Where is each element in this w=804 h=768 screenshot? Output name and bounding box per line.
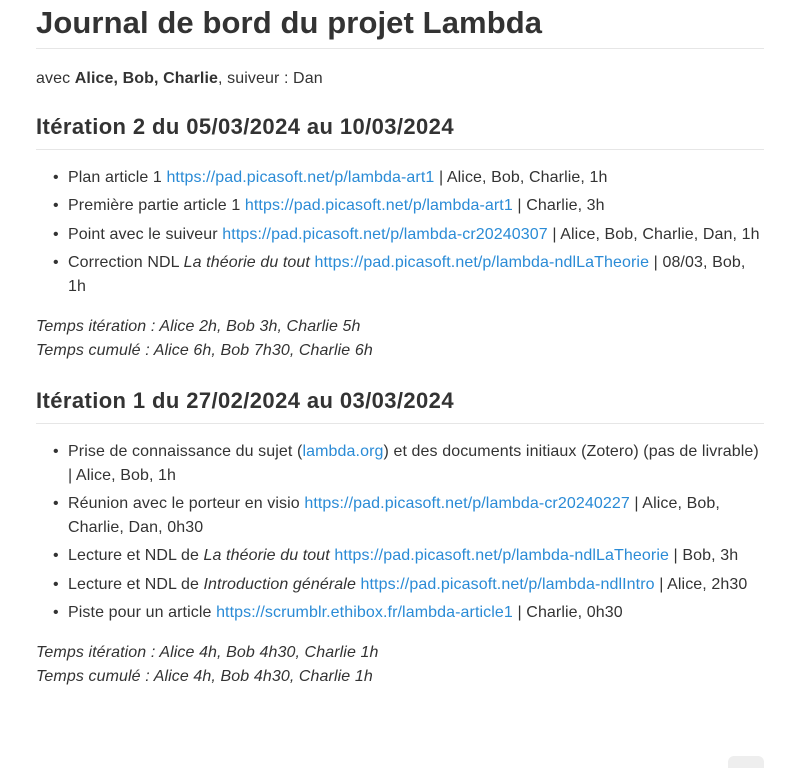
task-item [68, 223, 764, 247]
authors-names: Alice, Bob, Charlie [74, 70, 219, 87]
task-link[interactable]: https://pad.picasoft.net/p/lambda-cr20240227 [304, 494, 630, 512]
task-text: Prise de connaissance du sujet ( [68, 442, 303, 460]
iteration-1-time-summary [36, 630, 764, 689]
task-link[interactable]: https://pad.picasoft.net/p/lambda-art1 [166, 169, 435, 186]
task-item [68, 440, 764, 488]
time-iteration: Temps itération : Alice 4h, Bob 4h30, Charlie 1h [36, 643, 379, 661]
iteration-2-task-list [36, 150, 764, 299]
task-meta: | Charlie, 0h30 [512, 604, 623, 622]
task-meta: | Alice, Bob, Charlie, Dan, 0h30 [68, 494, 720, 536]
task-link[interactable]: https://pad.picasoft.net/p/lambda-cr20240307 [222, 225, 548, 243]
task-text: Plan article 1 [68, 169, 167, 186]
task-text: Réunion avec le porteur en visio [68, 494, 305, 512]
task-item [68, 544, 764, 568]
time-cumulative: Temps cumulé : Alice 6h, Bob 7h30, Charlie 6h [36, 341, 373, 359]
iteration-2-time-summary [36, 304, 764, 363]
task-link[interactable]: https://pad.picasoft.net/p/lambda-ndlLaTheorie [314, 254, 650, 272]
task-meta: | Alice, Bob, Charlie, Dan, 1h [547, 225, 760, 243]
task-title-emphasis: La théorie du tout [203, 547, 330, 565]
iteration-1-heading: Itération 1 du 27/02/2024 au 03/03/2024 [36, 363, 764, 424]
task-link[interactable]: https://pad.picasoft.net/p/lambda-ndlIntro [360, 575, 655, 593]
task-meta: ) et des documents initiaux (Zotero) (pas de livrable) | Alice, Bob, 1h [68, 442, 759, 484]
task-item [68, 492, 764, 540]
task-link[interactable]: https://pad.picasoft.net/p/lambda-art1 [244, 197, 513, 215]
iteration-2-heading: Itération 2 du 05/03/2024 au 10/03/2024 [36, 90, 764, 150]
task-meta: | Charlie, 3h [512, 197, 605, 215]
authors-suffix: , suiveur : Dan [218, 70, 323, 87]
task-meta: | Bob, 3h [669, 547, 739, 565]
task-title-emphasis: Introduction générale [203, 575, 356, 593]
task-text: Point avec le suiveur [68, 225, 223, 243]
task-title-emphasis: La théorie du tout [183, 254, 310, 272]
time-cumulative: Temps cumulé : Alice 4h, Bob 4h30, Charlie 1h [36, 667, 373, 685]
task-link[interactable]: https://scrumblr.ethibox.fr/lambda-article1 [216, 604, 513, 622]
task-meta: | Alice, Bob, Charlie, 1h [434, 169, 608, 186]
task-text: Lecture et NDL de [68, 575, 204, 593]
authors-line [36, 49, 764, 90]
task-meta: | Alice, 2h30 [654, 575, 748, 593]
task-text: Correction NDL [68, 254, 184, 272]
task-item [68, 166, 764, 190]
iteration-1-task-list [36, 424, 764, 626]
time-iteration: Temps itération : Alice 2h, Bob 3h, Charlie 5h [36, 317, 361, 335]
task-item [68, 601, 764, 625]
task-item [68, 194, 764, 218]
task-item [68, 573, 764, 597]
task-link[interactable]: lambda.org [302, 442, 384, 460]
task-text: Première partie article 1 [68, 197, 245, 215]
task-meta: | 08/03, Bob, 1h [68, 254, 746, 296]
page-title: Journal de bord du projet Lambda [36, 0, 764, 49]
authors-prefix: avec [36, 70, 75, 87]
task-link[interactable]: https://pad.picasoft.net/p/lambda-ndlLaTheorie [334, 547, 669, 565]
task-text: Piste pour un article [68, 604, 217, 622]
task-item [68, 251, 764, 299]
task-text: Lecture et NDL de [68, 547, 204, 565]
scroll-to-top-button[interactable] [728, 756, 764, 768]
